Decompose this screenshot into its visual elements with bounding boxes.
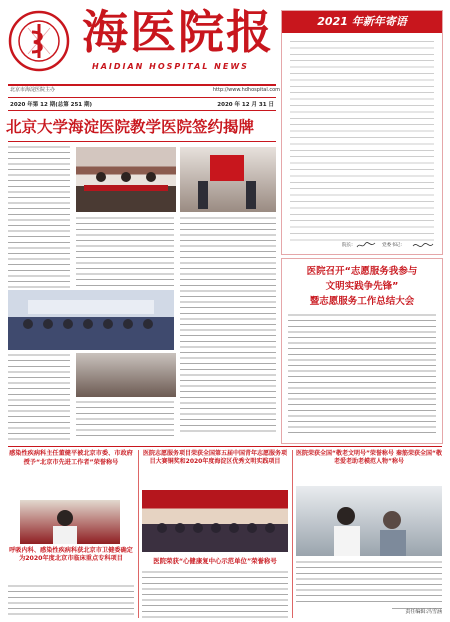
new-year-box — [281, 10, 443, 255]
bottom-divider-2 — [292, 450, 293, 618]
signature-dean-label: 院长: — [342, 243, 353, 248]
lead-article-col1b — [8, 353, 70, 443]
story5-text — [142, 570, 288, 618]
volunteer-box — [281, 258, 443, 444]
volunteer-title-3: 暨志愿服务工作总结大会 — [309, 296, 415, 307]
bottom-divider-1 — [138, 450, 139, 618]
lead-article-col3 — [180, 216, 276, 436]
masthead-title: 海医院报 — [82, 5, 274, 59]
photo-group — [8, 290, 174, 350]
story2 — [142, 450, 288, 490]
masthead-title-en: HAIDIAN HOSPITAL NEWS — [92, 62, 249, 71]
story3 — [296, 450, 442, 484]
dean-signature-image — [356, 241, 376, 250]
website[interactable]: http://www.hdhospital.com — [212, 87, 280, 93]
photo-plaque-unveiling — [180, 147, 276, 212]
story3-title: 医院荣获全国“敬老文明号”荣誉称号 秦筋荣获全国“敬老爱老助老模范人物”称号 — [296, 450, 442, 466]
hospital-logo — [8, 10, 70, 72]
lead-article-col2b — [76, 400, 174, 440]
story5 — [142, 556, 288, 568]
volunteer-title-1: 医院召开“志愿服务我参与 — [306, 266, 418, 277]
story3-text — [296, 560, 442, 606]
story4-text — [8, 584, 134, 618]
story1-title: 感染性疾病科主任董健平被北京市委、市政府授予“北京市先进工作者”荣誉称号 — [9, 450, 133, 466]
sponsor: 北京市海淀医院主办 — [10, 87, 56, 93]
story5-title: 医院荣获“心健康复中心示范单位”荣誉称号 — [153, 557, 277, 565]
photo-meeting — [76, 353, 176, 397]
signature-party-label: 党委书记: — [382, 243, 402, 248]
volunteer-title-2: 文明实践争先锋” — [325, 281, 399, 292]
photo-signing-ceremony — [76, 147, 176, 212]
story4-title: 呼吸内科、感染性疾病科获北京市卫健委确定为2020年度北京市临床重点专科项目 — [9, 547, 133, 563]
new-year-banner — [282, 11, 442, 33]
masthead-rule — [8, 84, 276, 86]
headline: 北京大学海淀医院教学医院签约揭牌 — [6, 118, 255, 136]
editor-credit: 责任编辑:冯雪涵 — [392, 608, 442, 615]
photo-elderly-care — [296, 486, 442, 556]
issue-bar — [8, 97, 276, 111]
volunteer-text — [288, 313, 436, 437]
photo-volunteer-award — [142, 490, 288, 552]
new-year-title: 2021 年新年寄语 — [317, 15, 407, 28]
headline-rule — [8, 141, 276, 142]
story2-title: 医院志愿服务项目荣获全国第五届中国青年志愿服务项目大赛铜奖和2020年度海淀区优秀文明实践项目 — [142, 450, 287, 466]
story4 — [8, 547, 134, 581]
issue-number: 2020 年第 12 期(总第 251 期) — [10, 102, 93, 108]
bottom-rule — [8, 446, 442, 447]
photo-dong-jianping — [20, 500, 120, 544]
issue-date: 2020 年 12 月 31 日 — [217, 102, 274, 108]
new-year-body — [290, 39, 434, 241]
story1 — [8, 450, 134, 498]
lead-article-col2 — [76, 216, 174, 286]
party-signature-image — [412, 241, 434, 250]
